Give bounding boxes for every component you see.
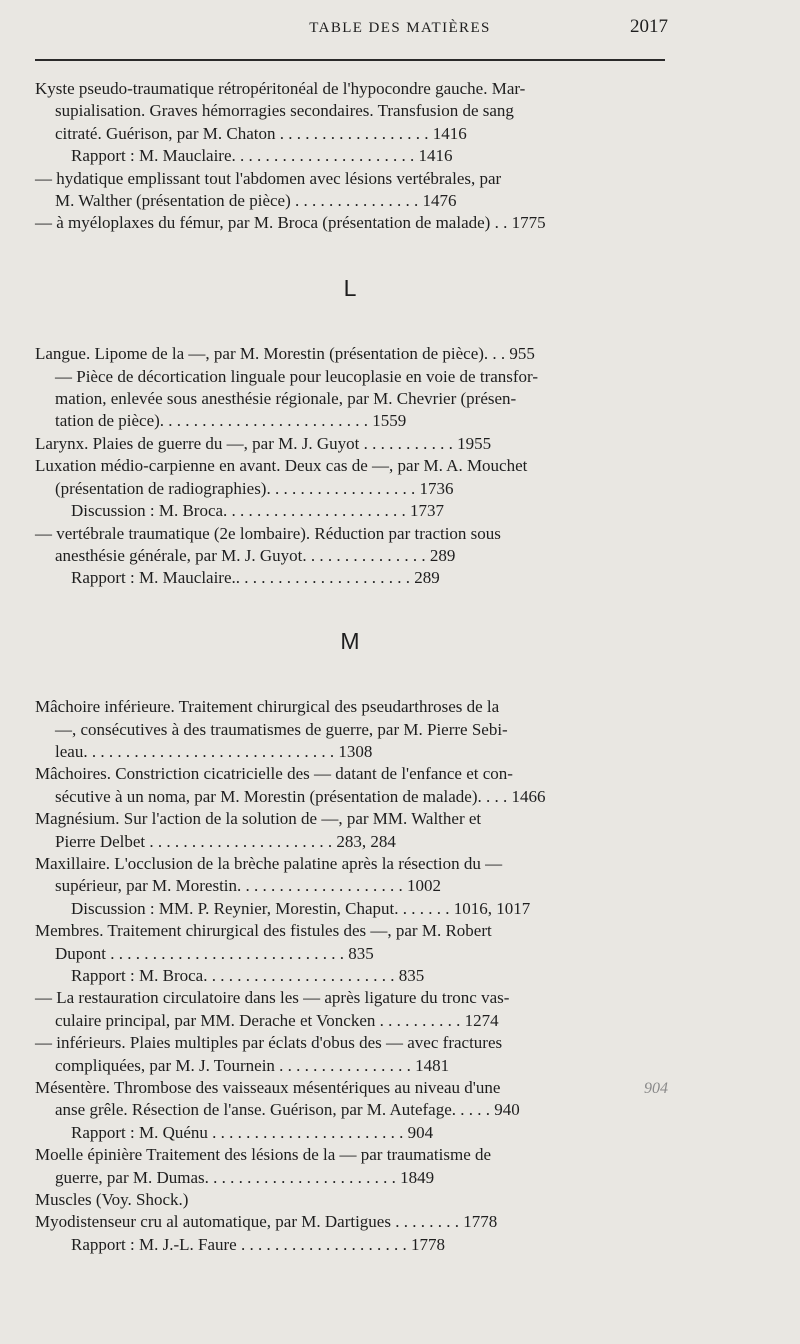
index-subentry: [35, 898, 665, 920]
index-subentry: [35, 145, 665, 167]
index-line: Rapport : M. Broca. . . . . . . . . . . . . . . . . . . . . . . 835: [71, 966, 425, 985]
index-subentry: [35, 965, 665, 987]
index-line: supialisation. Graves hémorragies secondaires. Transfusion de sang: [55, 101, 514, 121]
index-line: culaire principal, par MM. Derache et Voncken . . . . . . . . . . 1274: [55, 1010, 499, 1030]
index-line: tation de pièce). . . . . . . . . . . . . . . . . . . . . . . . . 1559: [55, 411, 407, 431]
index-entry: [35, 1189, 665, 1211]
index-line: Rapport : M. Mauclaire. . . . . . . . . . . . . . . . . . . . . . 1416: [71, 146, 453, 166]
index-line: Mâchoire inférieure. Traitement chirurgical des pseudarthroses de la: [35, 697, 500, 717]
index-content: [35, 78, 665, 1256]
index-line: Dupont . . . . . . . . . . . . . . . . . . . . . . . . . . . . 835: [55, 943, 374, 963]
section-spacer: [35, 235, 665, 277]
index-entry: [35, 523, 665, 568]
handwritten-margin-note: 904: [644, 1080, 668, 1097]
index-line: Discussion : M. Broca. . . . . . . . . . . . . . . . . . . . . . 1737: [71, 501, 445, 521]
index-line: Kyste pseudo-traumatique rétropéritonéal de l'hypocondre gauche. Mar-: [35, 79, 526, 98]
header-rule: [35, 59, 665, 61]
index-line: Myodistenseur cru al automatique, par M. Dartigues . . . . . . . . 1778: [35, 1212, 498, 1232]
section-spacer: [35, 299, 665, 343]
index-entry: [35, 212, 665, 234]
index-line: —, consécutives à des traumatismes de guerre, par M. Pierre Sebi-: [55, 719, 508, 739]
index-entry: [35, 433, 665, 455]
index-line: supérieur, par M. Morestin. . . . . . . . . . . . . . . . . . . . 1002: [55, 876, 442, 896]
index-line: citraté. Guérison, par M. Chaton . . . . . . . . . . . . . . . . . . 1416: [55, 123, 467, 143]
running-title: TABLE DES MATIÈRES: [309, 20, 491, 36]
index-entry: [35, 1144, 665, 1189]
index-line: Discussion : MM. P. Reynier, Morestin, Chaput. . . . . . . 1016, 1017: [71, 898, 531, 918]
index-line: Langue. Lipome de la —, par M. Morestin (présentation de pièce). . . 955: [35, 344, 535, 364]
page-number: 2017: [630, 16, 668, 37]
index-line: Moelle épinière Traitement des lésions de la — par traumatisme de: [35, 1145, 492, 1165]
index-line: Luxation médio-carpienne en avant. Deux cas de —, par M. A. Mouchet: [35, 456, 528, 476]
index-line: — La restauration circulatoire dans les — après ligature du tronc vas-: [35, 988, 510, 1008]
index-entry: [35, 1211, 665, 1233]
index-line: anse grêle. Résection de l'anse. Guérison, par M. Autefage. . . . . 940: [55, 1100, 520, 1120]
index-line: — Pièce de décortication linguale pour leucoplasie en voie de transfor-: [55, 366, 539, 386]
section-letter: L: [343, 274, 357, 301]
index-line: Rapport : M. Quénu . . . . . . . . . . . . . . . . . . . . . . . 904: [71, 1122, 434, 1142]
index-entry: [35, 1077, 665, 1122]
index-entry: [35, 763, 665, 808]
index-line: Membres. Traitement chirurgical des fistules des —, par M. Robert: [35, 921, 492, 941]
index-entry: [35, 987, 665, 1032]
index-line: anesthésie générale, par M. J. Guyot. . . . . . . . . . . . . . . 289: [55, 545, 456, 565]
index-line: compliquées, par M. J. Tournein . . . . . . . . . . . . . . . . 1481: [55, 1055, 450, 1075]
index-entry: [35, 808, 665, 853]
index-entry: [35, 168, 665, 213]
index-line: Maxillaire. L'occlusion de la brèche palatine après la résection du —: [35, 853, 503, 873]
index-line: Magnésium. Sur l'action de la solution de —, par MM. Walther et: [35, 809, 482, 829]
index-line: sécutive à un noma, par M. Morestin (présentation de malade). . . . 1466: [55, 786, 546, 806]
index-entry: [35, 78, 665, 145]
index-entry: [35, 696, 665, 763]
section-letter: M: [340, 627, 360, 654]
index-line: Rapport : M. J.-L. Faure . . . . . . . . . . . . . . . . . . . . 1778: [71, 1234, 445, 1254]
index-subentry: [35, 500, 665, 522]
index-entry: [35, 853, 665, 898]
index-entry: [35, 455, 665, 500]
index-line: mation, enlevée sous anesthésie régionale, par M. Chevrier (présen-: [55, 389, 517, 409]
index-line: — vertébrale traumatique (2e lombaire). Réduction par traction sous: [35, 523, 501, 543]
index-line: M. Walther (présentation de pièce) . . . . . . . . . . . . . . . 1476: [55, 191, 457, 211]
index-entry: [35, 1032, 665, 1077]
index-subentry: [35, 1234, 665, 1256]
index-line: — inférieurs. Plaies multiples par éclats d'obus des — avec fractures: [35, 1033, 503, 1053]
index-entry: [35, 920, 665, 965]
index-line: — à myéloplaxes du fémur, par M. Broca (présentation de malade) . . 1775: [35, 213, 546, 233]
index-line: leau. . . . . . . . . . . . . . . . . . . . . . . . . . . . . . 1308: [55, 741, 373, 761]
index-line: (présentation de radiographies). . . . . . . . . . . . . . . . . . 1736: [55, 478, 454, 498]
index-line: Rapport : M. Mauclaire.. . . . . . . . . . . . . . . . . . . . . 289: [71, 568, 440, 588]
index-line: Mésentère. Thrombose des vaisseaux mésentériques au niveau d'une: [35, 1078, 501, 1098]
index-subentry: [35, 567, 665, 589]
index-line: Muscles (Voy. Shock.): [35, 1190, 189, 1210]
index-line: — hydatique emplissant tout l'abdomen avec lésions vertébrales, par: [35, 168, 502, 188]
index-entry: [35, 343, 665, 433]
index-subentry: [35, 1122, 665, 1144]
index-line: Mâchoires. Constriction cicatricielle des — datant de l'enfance et con-: [35, 764, 513, 784]
index-line: Pierre Delbet . . . . . . . . . . . . . . . . . . . . . . 283, 284: [55, 831, 396, 851]
index-line: Larynx. Plaies de guerre du —, par M. J. Guyot . . . . . . . . . . . 1955: [35, 433, 492, 453]
section-spacer: [35, 652, 665, 696]
index-line: guerre, par M. Dumas. . . . . . . . . . . . . . . . . . . . . . . 1849: [55, 1167, 435, 1187]
section-spacer: [35, 590, 665, 630]
